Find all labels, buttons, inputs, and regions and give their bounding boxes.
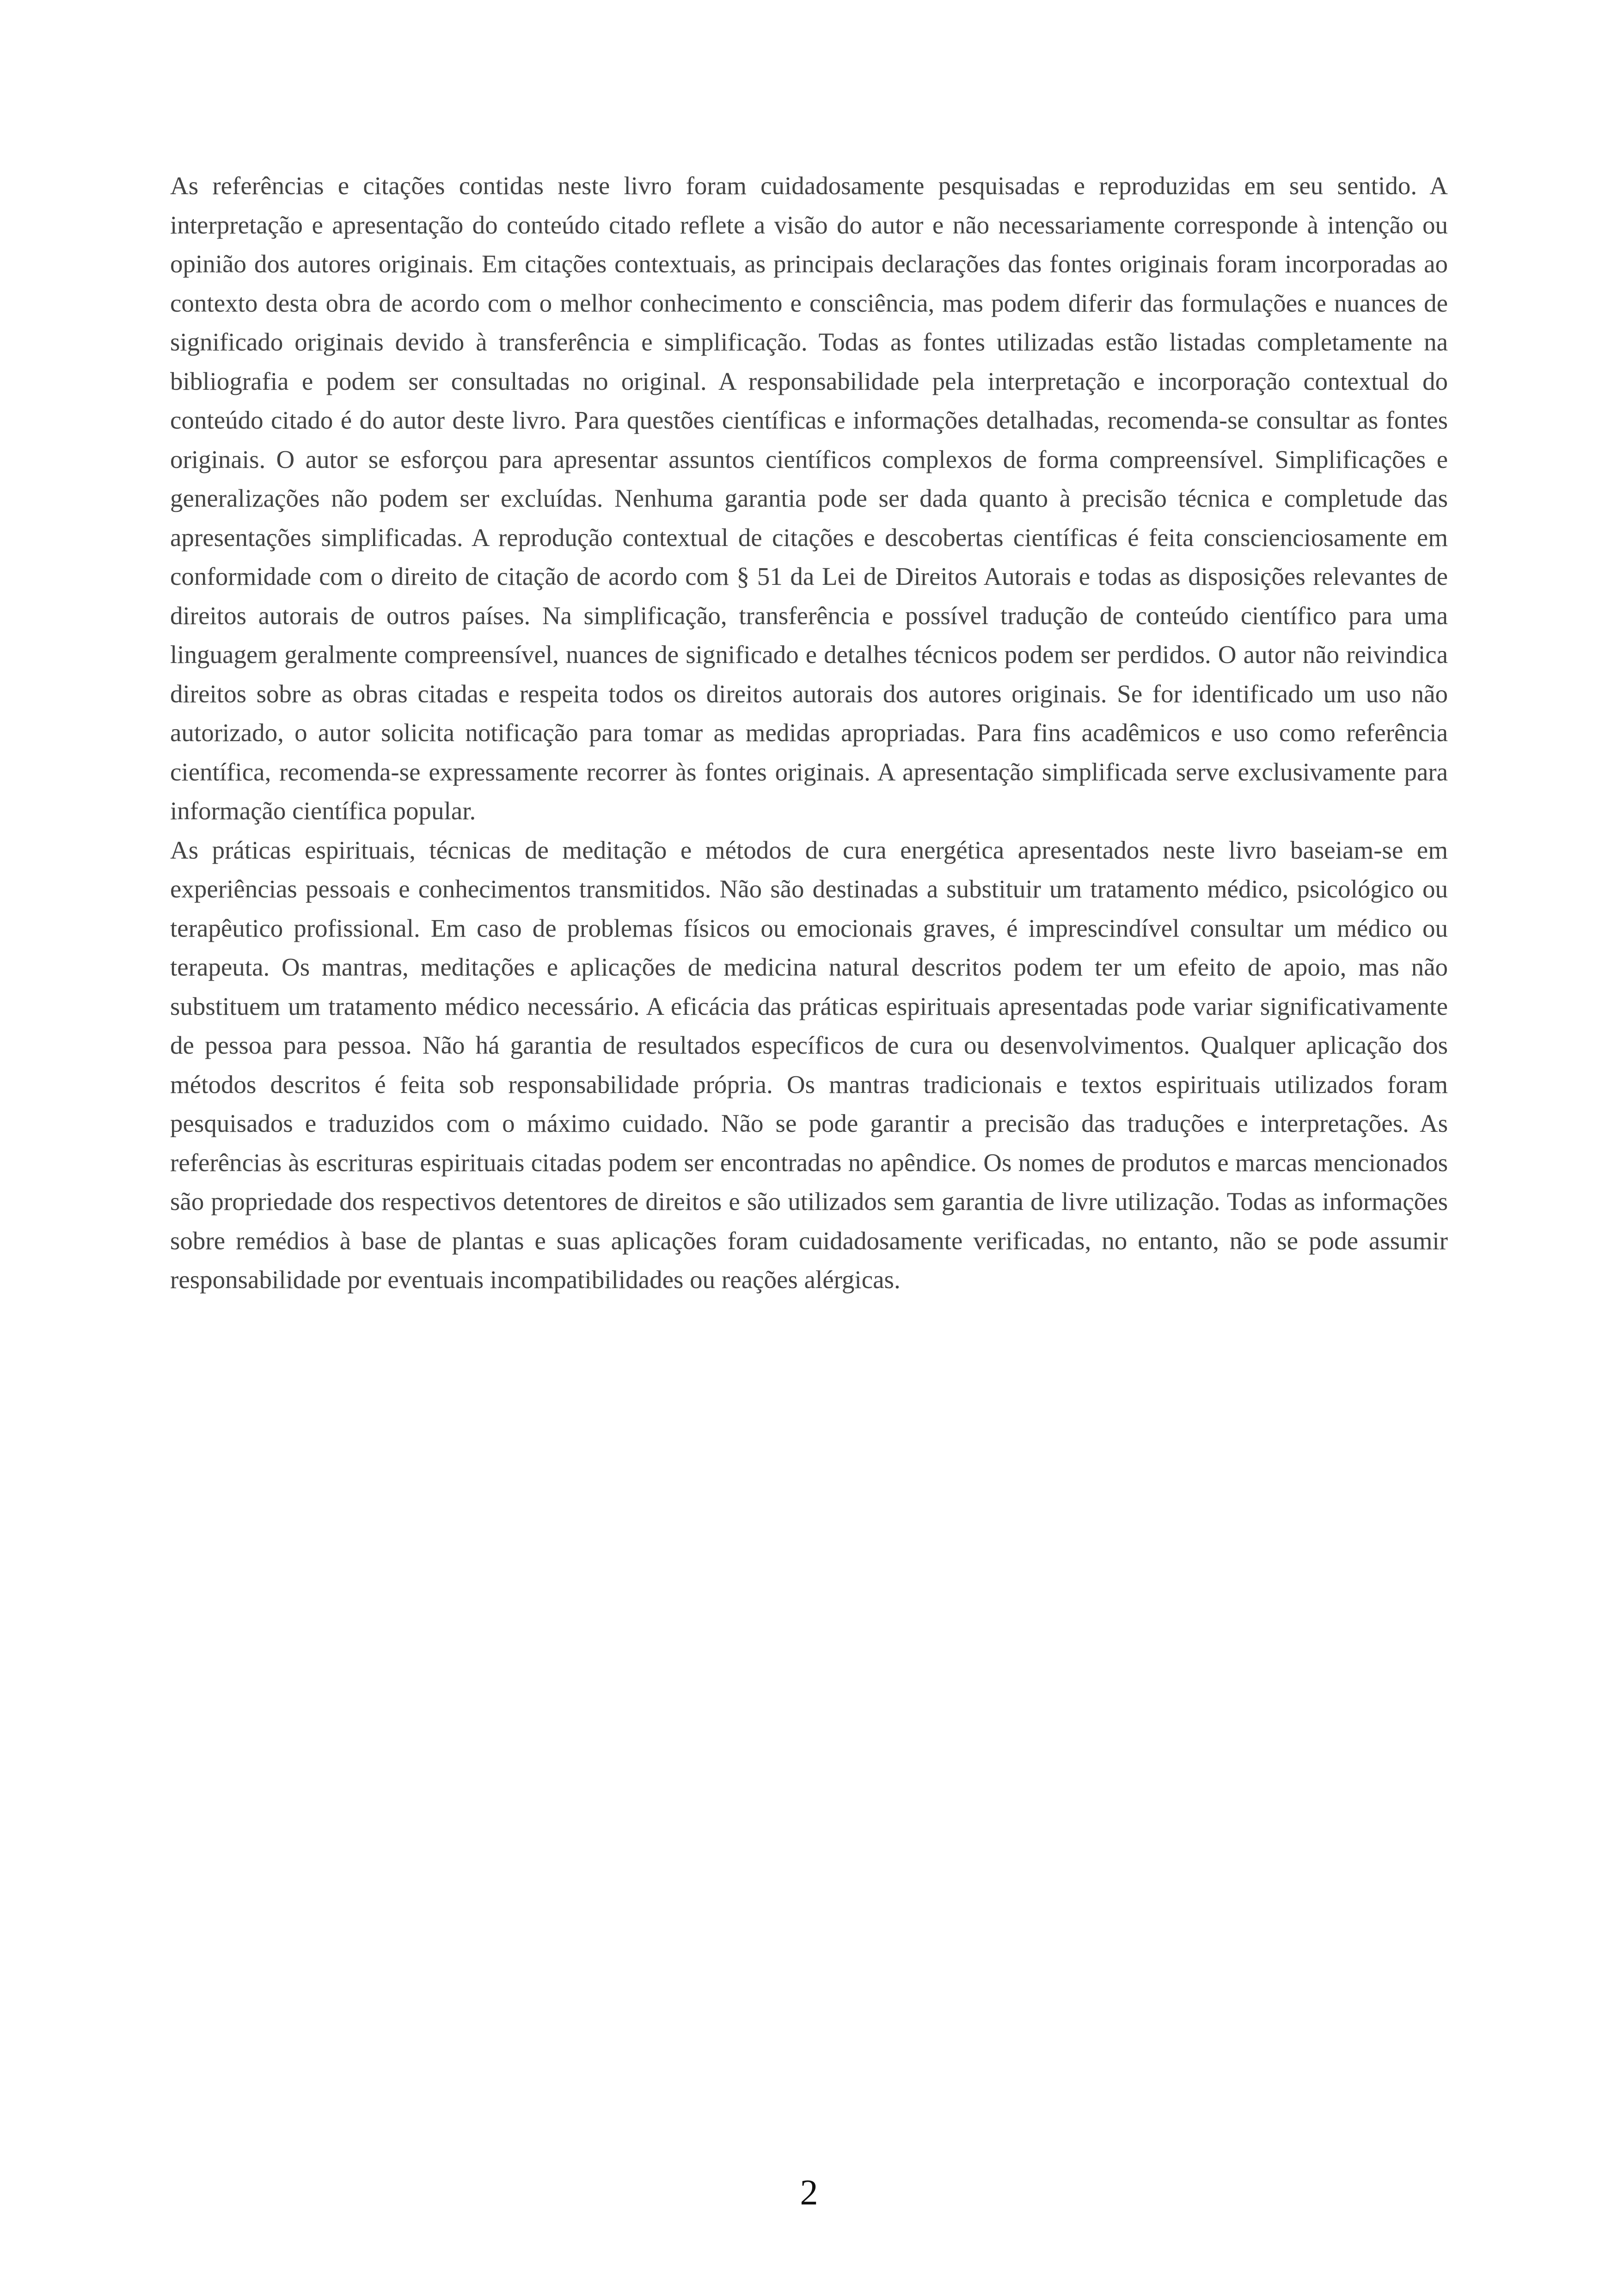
page-number: 2 [800, 2172, 818, 2212]
disclaimer-text-block [170, 166, 1448, 1300]
paragraph-spiritual-practices-disclaimer: As práticas espirituais, técnicas de meditação e métodos de cura energética apresentados neste livro baseiam-se em experiências pessoais e conhecimentos transmitidos. Não são destinadas a substituir um tratamento médico, psicológico ou terapêutico profissional. Em caso de problemas físicos ou emocionais graves, é imprescindível consultar um médico ou terapeuta. Os mantras, meditações e aplicações de medicina natural descritos podem ter um efeito de apoio, mas não substituem um tratamento médico necessário. A eficácia das práticas espirituais apresentadas pode variar significativamente de pessoa para pessoa. Não há garantia de resultados específicos de cura ou desenvolvimentos. Qualquer aplicação dos métodos descritos é feita sob responsabilidade própria. Os mantras tradicionais e textos espirituais utilizados foram pesquisados e traduzidos com o máximo cuidado. Não se pode garantir a precisão das traduções e interpretações. As referências às escrituras espirituais citadas podem ser encontradas no apêndice. Os nomes de produtos e marcas mencionados são propriedade dos respectivos detentores de direitos e são utilizados sem garantia de livre utilização. Todas as informações sobre remédios à base de plantas e suas aplicações foram cuidadosamente verificadas, no entanto, não se pode assumir responsabilidade por eventuais incompatibilidades ou reações alérgicas. [170, 835, 1448, 1294]
paragraph-references-disclaimer: As referências e citações contidas neste livro foram cuidadosamente pesquisadas e reproduzidas em seu sentido. A interpretação e apresentação do conteúdo citado reflete a visão do autor e não necessariamente corresponde à intenção ou opinião dos autores originais. Em citações contextuais, as principais declarações das fontes originais foram incorporadas ao contexto desta obra de acordo com o melhor conhecimento e consciência, mas podem diferir das formulações e nuances de significado originais devido à transferência e simplificação. Todas as fontes utilizadas estão listadas completamente na bibliografia e podem ser consultadas no original. A responsabilidade pela interpretação e incorporação contextual do conteúdo citado é do autor deste livro. Para questões científicas e informações detalhadas, recomenda-se consultar as fontes originais. O autor se esforçou para apresentar assuntos científicos complexos de forma compreensível. Simplificações e generalizações não podem ser excluídas. Nenhuma garantia pode ser dada quanto à precisão técnica e completude das apresentações simplificadas. A reprodução contextual de citações e descobertas científicas é feita conscienciosamente em conformidade com o direito de citação de acordo com § 51 da Lei de Direitos Autorais e todas as disposições relevantes de direitos autorais de outros países. Na simplificação, transferência e possível tradução de conteúdo científico para uma linguagem geralmente compreensível, nuances de significado e detalhes técnicos podem ser perdidos. O autor não reivindica direitos sobre as obras citadas e respeita todos os direitos autorais dos autores originais. Se for identificado um uso não autorizado, o autor solicita notificação para tomar as medidas apropriadas. Para fins acadêmicos e uso como referência científica, recomenda-se expressamente recorrer às fontes originais. A apresentação simplificada serve exclusivamente para informação científica popular. [170, 172, 1448, 825]
